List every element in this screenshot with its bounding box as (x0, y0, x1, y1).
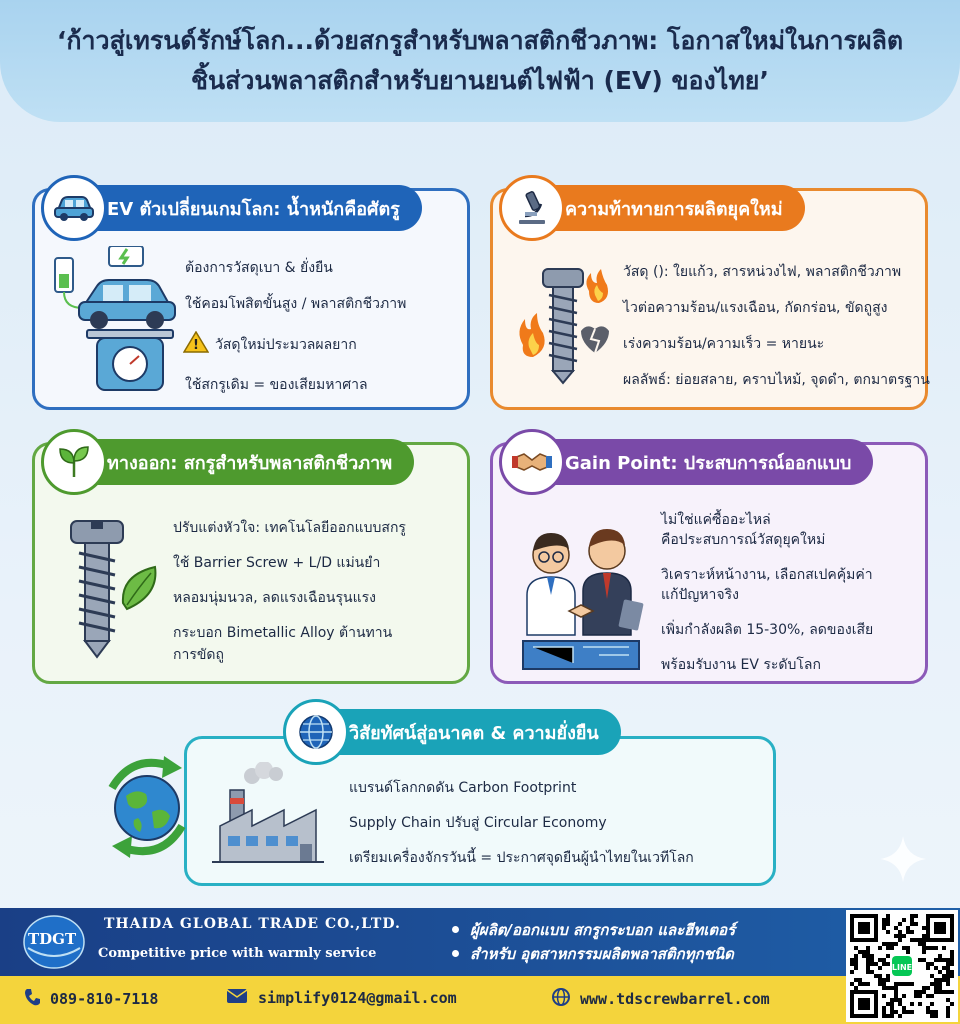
card-ev-title: EV ตัวเปลี่ยนเกมโลก: น้ำหนักคือศัตรู (107, 198, 400, 220)
engineers-handshake-illustration (503, 515, 653, 679)
card-gain-header (501, 439, 873, 485)
solution-line-5: การขัดถู (173, 647, 224, 663)
card-challenge-lines (623, 263, 930, 389)
card-solution-header (43, 439, 414, 485)
company-slogan: Competitive price with warmly service (98, 946, 377, 961)
recycle-earth-icon (92, 748, 202, 870)
challenge-line-1: วัสดุ (): ใยแก้ว, สารหน่วงไฟ, พลาสติกชีวภาพ (623, 264, 902, 280)
card-solution (32, 442, 470, 684)
challenge-line-4: ผลลัพธ์: ย่อยสลาย, คราบไหม้, จุดดำ, ตกมาตรฐาน (623, 372, 930, 388)
challenge-line-2: ไวต่อความร้อน/แรงเฉือน, กัดกร่อน, ขัดถูสูง (623, 300, 888, 316)
ev-line-3-wrap (183, 331, 406, 358)
gain-line-3: วิเคราะห์หน้างาน, เลือกสเปคคุ้มค่า (661, 567, 873, 583)
card-challenge (490, 188, 928, 410)
vision-line-3: เตรียมเครื่องจักรวันนี้ = ประกาศจุดยืนผู้นำไทยในเวทีโลก (349, 850, 694, 866)
solution-line-4: กระบอก Bimetallic Alloy ต้านทาน (173, 625, 393, 641)
ev-car-scale-illustration (47, 246, 187, 400)
service-line-2: สำหรับ อุตสาหกรรมผลิตพลาสติกทุกชนิด (470, 945, 734, 963)
globe-icon (283, 699, 349, 765)
sprout-icon (41, 429, 107, 495)
card-challenge-header (501, 185, 805, 231)
email-address: simplify0124@gmail.com (258, 989, 457, 1007)
gain-line-5: เพิ่มกำลังผลิต 15-30%, ลดของเสีย (661, 622, 874, 638)
gain-line-4: แก้ปัญหาจริง (661, 587, 739, 603)
card-gain-title: Gain Point: ประสบการณ์ออกแบบ (565, 452, 852, 474)
card-solution-title: ทางออก: สกรูสำหรับพลาสติกชีวภาพ (107, 452, 393, 474)
svg-text:LINE: LINE (891, 963, 913, 972)
website-contact[interactable] (552, 988, 770, 1010)
solution-line-2: ใช้ Barrier Screw + L/D แม่นยำ (173, 555, 381, 571)
phone-icon (24, 988, 40, 1010)
challenge-line-3: เร่งความร้อน/ความเร็ว = หายนะ (623, 336, 825, 352)
card-vision-header (285, 709, 621, 755)
car-icon (41, 175, 107, 241)
microscope-icon (499, 175, 565, 241)
card-gain (490, 442, 928, 684)
ev-line-2: ใช้คอมโพสิตขั้นสูง / พลาสติกชีวภาพ (185, 296, 407, 312)
gain-line-6: พร้อมรับงาน EV ระดับโลก (661, 657, 821, 673)
phone-contact[interactable] (24, 988, 158, 1010)
tdgt-logo (22, 914, 86, 970)
screw-leaf-illustration (65, 513, 165, 667)
card-gain-lines (661, 511, 873, 674)
card-challenge-title: ความท้าทายการผลิตยุคใหม่ (565, 198, 783, 220)
tdgt-logo-text: TDGT (28, 930, 77, 948)
globe-web-icon (552, 988, 570, 1010)
solution-line-3: หลอมนุ่มนวล, ลดแรงเฉือนรุนแรง (173, 590, 376, 606)
gain-line-1: ไม่ใช่แค่ซื้ออะไหล่ (661, 512, 771, 528)
card-solution-lines (173, 519, 406, 664)
vision-line-1: แบรนด์โลกกดดัน Carbon Footprint (349, 780, 577, 796)
service-line-1: ผู้ผลิต/ออกแบบ สกรูกระบอก และฮีทเตอร์ (470, 921, 736, 939)
gain-line-2: คือประสบการณ์วัสดุยุคใหม่ (661, 532, 826, 548)
website-url: www.tdscrewbarrel.com (580, 990, 770, 1008)
factory-icon (212, 762, 332, 876)
ev-line-3: วัสดุใหม่ประมวลผลยาก (215, 336, 357, 353)
screw-fire-illustration (503, 261, 623, 395)
ev-line-1: ต้องการวัสดุเบา & ยั่งยืน (185, 260, 333, 276)
qr-code[interactable] (846, 910, 958, 1022)
card-vision-lines (349, 779, 694, 867)
card-vision-title: วิสัยทัศน์สู่อนาคต & ความยั่งยืน (349, 722, 599, 744)
handshake-icon (499, 429, 565, 495)
card-ev (32, 188, 470, 410)
bullet-dot-2 (452, 950, 459, 957)
title-banner (0, 0, 960, 122)
vision-line-2: Supply Chain ปรับสู่ Circular Economy (349, 815, 607, 831)
page-title-line-2: ชิ้นส่วนพลาสติกสำหรับยานยนต์ไฟฟ้า (EV) ของไทย’ (191, 66, 769, 95)
svg-text:!: ! (193, 338, 199, 353)
card-ev-lines (185, 259, 406, 394)
company-name: THAIDA GLOBAL TRADE CO.,LTD. (104, 916, 401, 932)
ev-line-4: ใช้สกรูเดิม = ของเสียมหาศาล (185, 377, 368, 393)
solution-line-1: ปรับแต่งหัวใจ: เทคโนโลยีออกแบบสกรู (173, 520, 406, 536)
bullet-dot-1 (452, 926, 459, 933)
email-icon (226, 988, 248, 1008)
warning-icon (183, 331, 209, 358)
email-contact[interactable] (226, 988, 457, 1008)
page-title-line-1: ‘ก้าวสู่เทรนด์รักษ์โลก...ด้วยสกรูสำหรับพลาสติกชีวภาพ: โอกาสใหม่ในการผลิต (56, 26, 904, 55)
sparkle-icon (878, 834, 928, 888)
phone-number: 089-810-7118 (50, 990, 159, 1008)
card-ev-header (43, 185, 422, 231)
